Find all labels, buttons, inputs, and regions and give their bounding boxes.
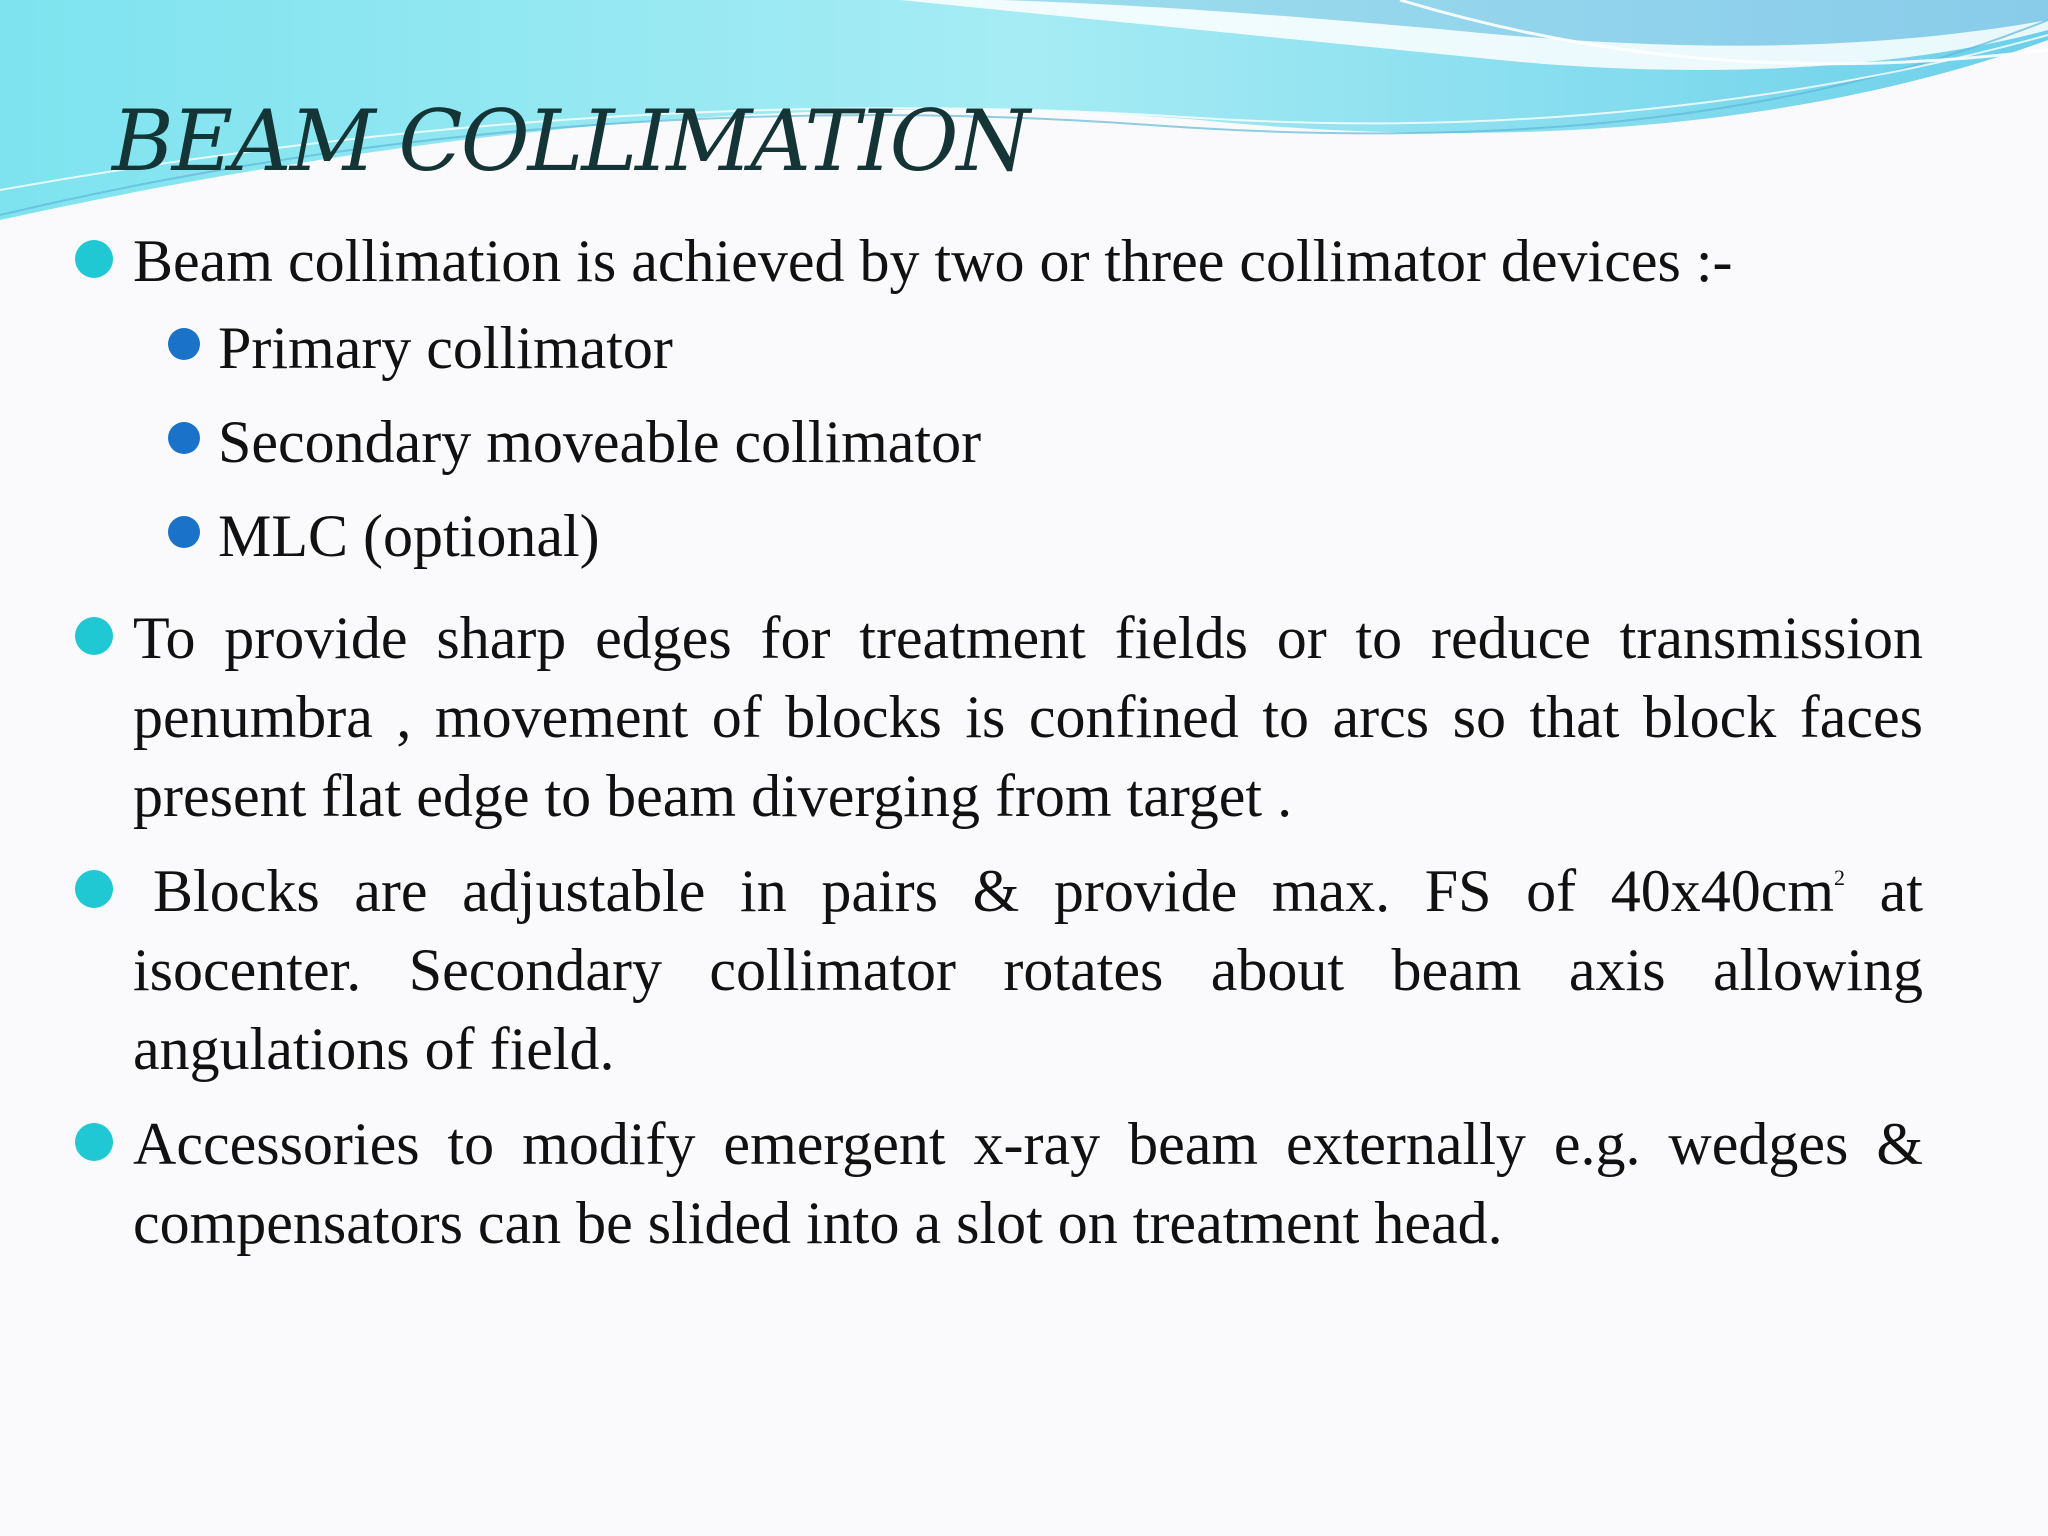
- bullet-dot-icon: [75, 240, 113, 278]
- slide-content: [75, 222, 1923, 1263]
- sub-bullet-3: [168, 489, 1923, 583]
- bullet-1-text: Beam collimation is achieved by two or three collimator devices :-: [133, 228, 1733, 294]
- sub-bullet-2: [168, 395, 1923, 489]
- sub-bullet-dot-icon: [168, 422, 200, 454]
- sub-bullet-1: [168, 301, 1923, 395]
- bullet-4-text: Accessories to modify emergent x-ray beam externally e.g. wedges & compensators can be slided into a slot on treatment head.: [133, 1111, 1923, 1256]
- sub-bullet-3-text: MLC (optional): [218, 503, 600, 569]
- sub-bullet-dot-icon: [168, 516, 200, 548]
- bullet-2: [75, 599, 1923, 836]
- bullet-3: [75, 852, 1923, 1089]
- bullet-dot-icon: [75, 870, 113, 908]
- sub-bullet-1-text: Primary collimator: [218, 315, 673, 381]
- bullet-dot-icon: [75, 1123, 113, 1161]
- bullet-4: [75, 1105, 1923, 1263]
- sub-bullet-2-text: Secondary moveable collimator: [218, 409, 982, 475]
- bullet-dot-icon: [75, 617, 113, 655]
- bullet-3-text-end: at isocenter. Secondary collimator rotates about beam axis allowing angulations of field.: [133, 858, 1923, 1082]
- sub-bullet-dot-icon: [168, 328, 200, 360]
- bullet-2-text: To provide sharp edges for treatment fields or to reduce transmission penumbra , movement of blocks is confined to arcs so that block faces present flat edge to beam diverging from target .: [133, 605, 1923, 829]
- superscript-2: 2: [1834, 865, 1846, 890]
- bullet-1: [75, 222, 1923, 301]
- bullet-3-text-start: Blocks are adjustable in pairs & provide max. FS of 40x40cm: [153, 858, 1835, 924]
- slide-title: BEAM COLLIMATION: [112, 92, 1028, 190]
